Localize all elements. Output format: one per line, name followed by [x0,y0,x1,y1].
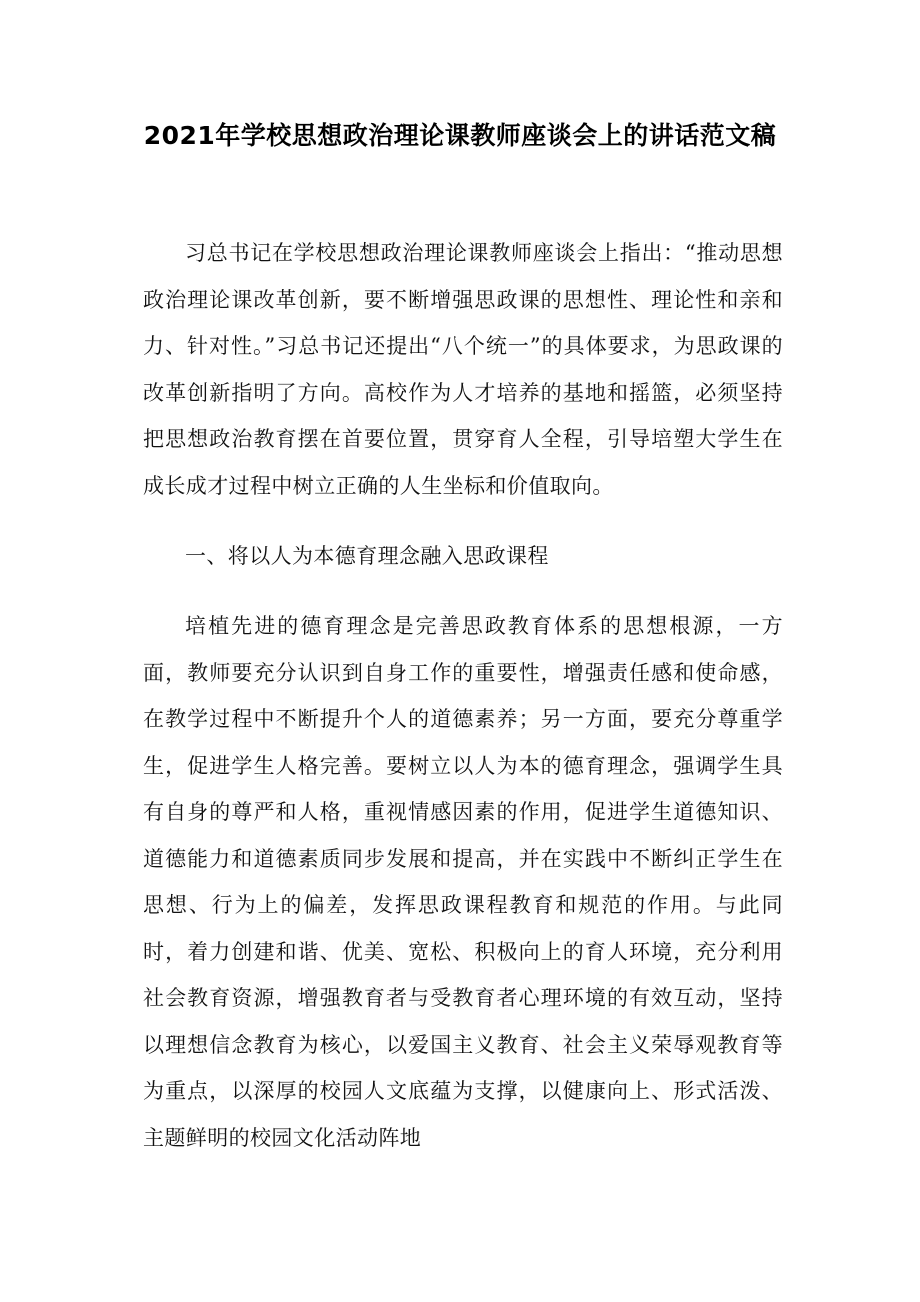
section-body-paragraph: 培植先进的德育理念是完善思政教育体系的思想根源，一方面，教师要充分认识到自身工作的重要性，增强责任感和使命感，在教学过程中不断提升个人的道德素养；另一方面，要充分尊重学生，促进学生人格完善。要树立以人为本的德育理念，强调学生具有自身的尊严和人格，重视情感因素的作用，促进学生道德知识、道德能力和道德素质同步发展和提高，并在实践中不断纠正学生在思想、行为上的偏差，发挥思政课程教育和规范的作用。与此同时，着力创建和谐、优美、宽松、积极向上的育人环境，充分利用社会教育资源，增强教育者与受教育者心理环境的有效互动，坚持以理想信念教育为核心，以爱国主义教育、社会主义荣辱观教育等为重点，以深厚的校园人文底蕴为支撑，以健康向上、形式活泼、主题鲜明的校园文化活动阵地 [143,614,783,1150]
section-heading: 一、将以人为本德育理念融入思政课程 [185,544,549,568]
document-title: 2021年学校思想政治理论课教师座谈会上的讲话范文稿 [143,121,777,150]
intro-paragraph: 习总书记在学校思想政治理论课教师座谈会上指出：“推动思想政治理论课改革创新，要不断增强思政课的思想性、理论性和亲和力、针对性。”习总书记还提出“八个统一”的具体要求，为思政课的改革创新指明了方向。高校作为人才培养的基地和摇篮，必须坚持把思想政治教育摆在首要位置，贯穿育人全程，引导培塑大学生在成长成才过程中树立正确的人生坐标和价值取向。 [143,241,783,498]
